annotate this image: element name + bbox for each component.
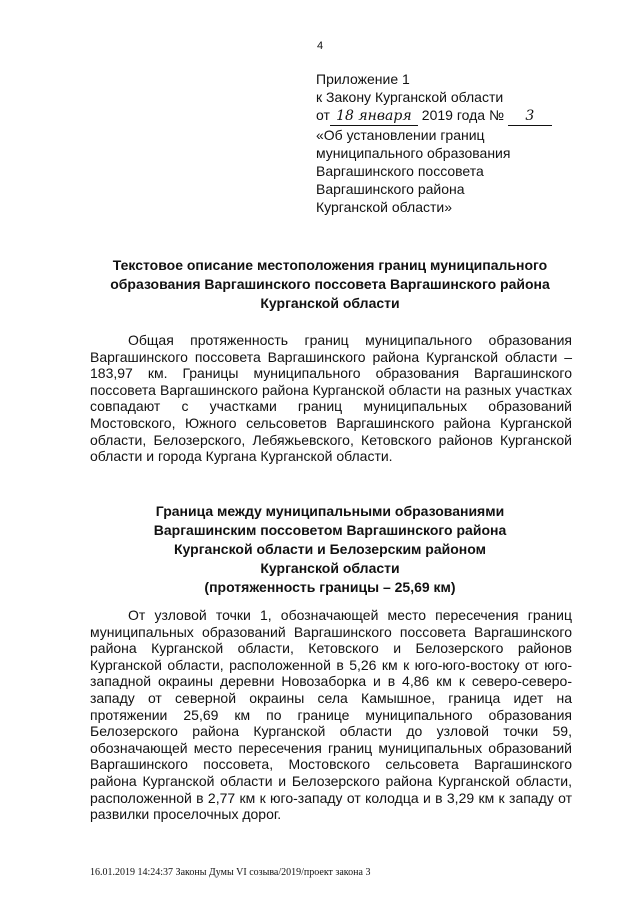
appendix-label: Приложение 1 [316, 71, 410, 87]
law-title-line-4: Варгашинского района [316, 181, 465, 197]
section-2-title [80, 502, 580, 597]
appendix-date-line [316, 106, 616, 126]
section-2-title-line-3: Курганской области и Белозерским районом [174, 541, 486, 557]
law-title-line-1: «Об установлении границ [316, 127, 485, 143]
law-title-line-3: Варгашинского поссовета [316, 163, 484, 179]
section-1-title-line-2: образования Варгашинского поссовета Варгашинского района [110, 276, 550, 292]
appendix-header [316, 70, 616, 216]
handwritten-law-number: 3 [508, 107, 552, 126]
year-number-text: 2019 года № [421, 107, 504, 123]
section-2-paragraph: От узловой точки 1, обозначающей место пересечения границ муниципальных образований Варгашинского поссовета Варгашинского района Курганской области, Кетовского и Белозерского районов Курганской области, расположенной в 5,26 км к юго-юго-востоку от юго-западной окраины деревни Новозаборка и в 4,86 км к северо-северо-западу от северной окраины села Камышное, граница идет на протяжении 25,69 км по границе муниципального образования Белозерского района Курганской области до узловой точки 59, обозначающей место пересечения границ муниципальных образований Варгашинского поссовета, Мостовского сельсовета Варгашинского района Курганской области и Белозерского района Курганской области, расположенной в 2,77 км к юго-западу от колодца и в 3,29 км к западу от развилки проселочных дорог. [90, 607, 572, 823]
section-2-title-line-1: Граница между муниципальными образованиями [155, 503, 505, 519]
section-1-title [80, 256, 580, 313]
section-2-title-line-4: Курганской области [260, 560, 400, 576]
date-prefix: от [316, 107, 330, 123]
document-footer: 16.01.2019 14:24:37 Законы Думы VI созыва/2019/проект закона 3 [90, 867, 371, 878]
page-number: 4 [316, 40, 324, 52]
section-1-title-line-3: Курганской области [260, 295, 400, 311]
appendix-law-reference: к Закону Курганской области [316, 89, 504, 105]
law-title-line-2: муниципального образования [316, 145, 511, 161]
section-2-title-line-5: (протяженность границы – 25,69 км) [204, 579, 456, 595]
section-2-title-line-2: Варгашинским поссоветом Варгашинского района [153, 522, 507, 538]
law-title-line-5: Курганской области» [316, 199, 453, 215]
handwritten-date: 18 января [330, 107, 418, 126]
section-1-title-line-1: Текстовое описание местоположения границ муниципального [112, 257, 548, 273]
section-1-paragraph: Общая протяженность границ муниципального образования Варгашинского поссовета Варгашинского района Курганской области – 183,97 км. Границы муниципального образования Варгашинского поссовета Варгашинского района Курганской области на разных участках совпадают с участками границ муниципальных образований Мостовского, Южного сельсоветов Варгашинского района Курганской области, Белозерского, Лебяжьевского, Кетовского районов Курганской области и города Кургана Курганской области. [90, 332, 572, 465]
